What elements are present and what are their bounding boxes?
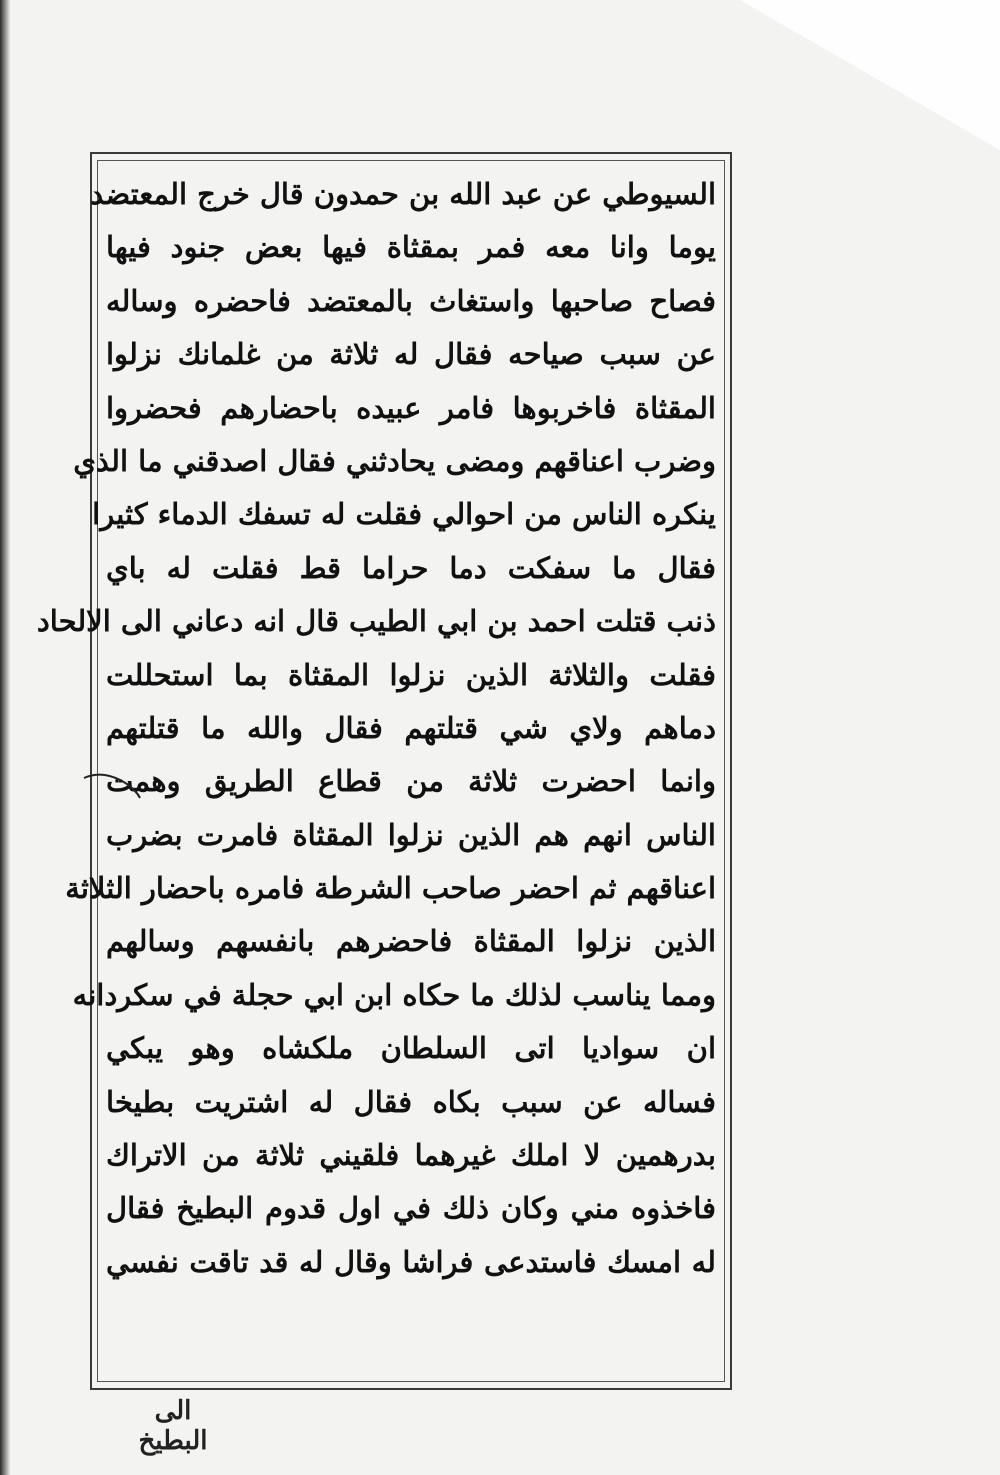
manuscript-line: عن سبب صياحه فقال له ثلاثة من غلمانك نزلوا	[106, 337, 716, 372]
manuscript-line: يوما وانا معه فمر بمقثاة فيها بعض جنود فيها	[106, 230, 716, 265]
manuscript-line: فقال ما سفكت دما حراما قط فقلت له باي	[106, 550, 716, 585]
manuscript-line: الناس انهم هم الذين نزلوا المقثاة فامرت بضرب	[106, 817, 716, 852]
manuscript-line: بدرهمين لا املك غيرهما فلقيني ثلاثة من الاتراك	[106, 1138, 716, 1173]
catchword: الى البطيخ	[138, 1396, 208, 1456]
manuscript-line: فاخذوه مني وكان ذلك في اول قدوم البطيخ فقال	[106, 1191, 716, 1226]
manuscript-line: فقلت والثلاثة الذين نزلوا المقثاة بما استحللت	[106, 657, 716, 692]
manuscript-line: السيوطي عن عبد الله بن حمدون قال خرج المعتضد	[90, 177, 716, 211]
manuscript-line: ينكره الناس من احوالي فقلت له تسفك الدماء كثيرا	[92, 497, 716, 532]
manuscript-line: ومما يناسب لذلك ما حكاه ابن ابي حجلة في سكردانه	[72, 977, 716, 1012]
manuscript-line: الذين نزلوا المقثاة فاحضرهم بانفسهم وسالهم	[106, 924, 716, 959]
manuscript-line: فساله عن سبب بكاه فقال له اشتريت بطيخا	[106, 1084, 716, 1119]
manuscript-line: ان سواديا اتى السلطان ملكشاه وهو يبكي	[106, 1031, 716, 1066]
manuscript-text-block	[36, 168, 722, 1378]
manuscript-line: وضرب اعناقهم ومضى يحادثني فقال اصدقني ما الذي	[73, 443, 716, 478]
manuscript-line: اعناقهم ثم احضر صاحب الشرطة فامره باحضار الثلاثة	[65, 871, 716, 906]
manuscript-line: فصاح صاحبها واستغاث بالمعتضد فاحضره وساله	[106, 283, 716, 318]
manuscript-line: المقثاة فاخربوها فامر عبيده باحضارهم فحضروا	[106, 390, 716, 425]
manuscript-line: له امسك فاستدعى فراشا وقال له قد تاقت نفسي	[106, 1244, 716, 1279]
manuscript-line: وانما احضرت ثلاثة من قطاع الطريق وهمت	[106, 764, 716, 799]
manuscript-line: ذنب قتلت احمد بن ابي الطيب قال انه دعاني الى الالحاد	[36, 604, 716, 639]
page-corner	[740, 0, 1000, 150]
page-edge-shadow	[0, 0, 10, 1475]
ink-flourish	[82, 770, 142, 800]
manuscript-line: دماهم ولاي شي قتلتهم فقال والله ما قتلتهم	[106, 710, 716, 745]
